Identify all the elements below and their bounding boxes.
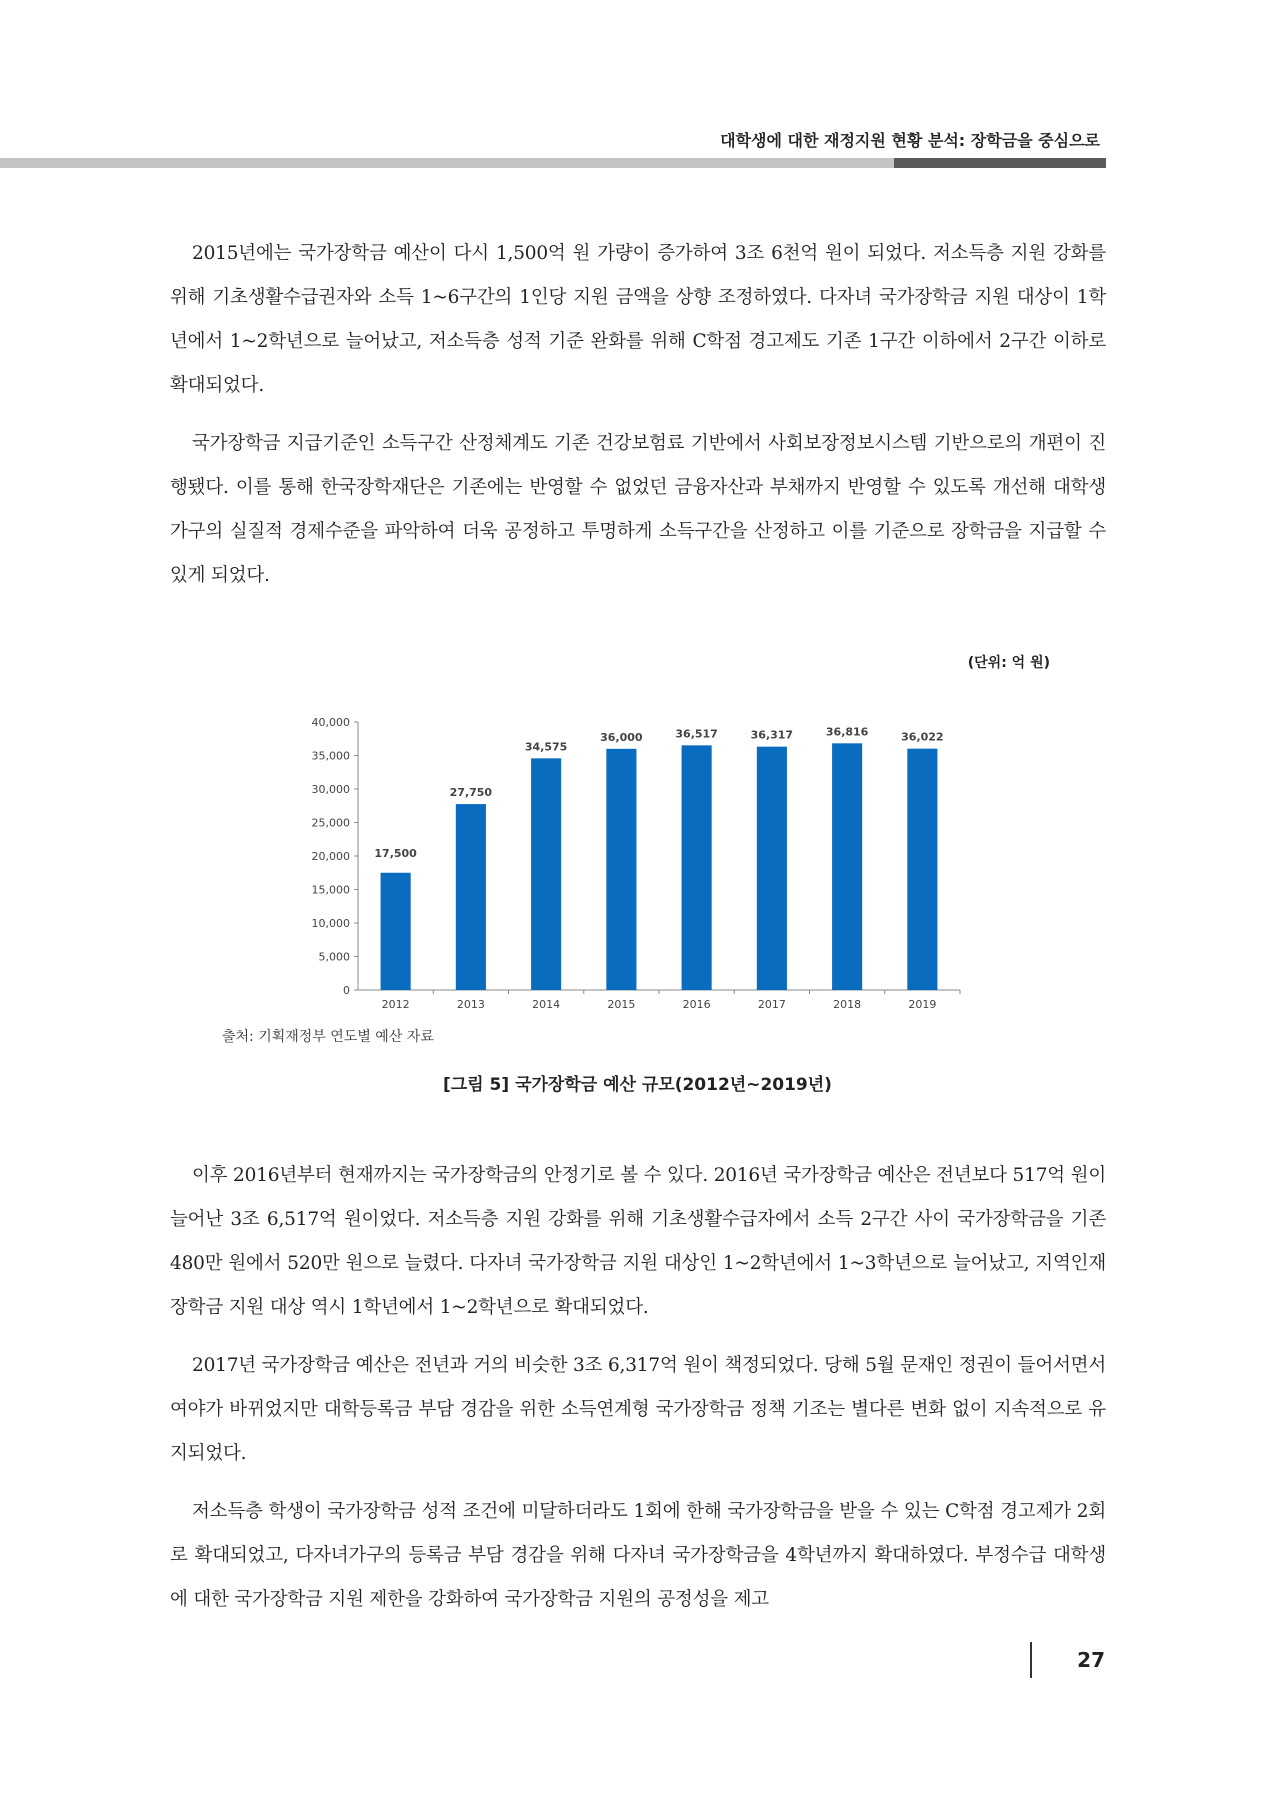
- data-label: 36,000: [600, 730, 643, 744]
- x-tick-label: 2012: [381, 998, 410, 1011]
- bar: [606, 749, 636, 990]
- bar: [832, 743, 862, 990]
- x-tick-label: 2017: [757, 998, 786, 1011]
- y-tick-label: 15,000: [311, 883, 350, 897]
- unit-label: (단위: 억 원): [967, 655, 1050, 671]
- data-label: 36,517: [675, 727, 718, 741]
- header-rule-accent: [894, 158, 1106, 168]
- x-tick-label: 2013: [456, 998, 485, 1011]
- y-tick-label: 35,000: [311, 749, 350, 763]
- x-tick-label: 2018: [833, 998, 862, 1011]
- y-tick-label: 10,000: [311, 917, 350, 930]
- data-label: 36,022: [901, 730, 944, 744]
- y-tick-label: 30,000: [311, 783, 350, 796]
- data-label: 34,575: [524, 740, 568, 754]
- data-label: 17,500: [374, 846, 417, 860]
- header-rule: [0, 158, 1106, 168]
- bar: [381, 873, 411, 990]
- y-tick-label: 5,000: [318, 950, 350, 964]
- paragraph: 이후 2016년부터 현재까지는 국가장학금의 안정기로 볼 수 있다. 2016년 국가장학금 예산은 전년보다 517억 원이 늘어난 3조 6,517억 원이었다. 저소득층 지원 강화를 위해 기초생활수급자에서 소득 2구간 사이 국가장학금을 기존 480만 원에서 520만 원으로 늘렸다. 다자녀 국가장학금 지원 대상인 1~2학년에서 1~3학년으로 늘어났고, 지역인재장학금 지원 대상 역시 1학년에서 1~2학년으로 확대되었다.: [170, 1165, 1106, 1318]
- x-tick-label: 2016: [682, 998, 711, 1011]
- y-tick-label: 20,000: [311, 850, 350, 863]
- x-tick-label: 2019: [908, 998, 937, 1011]
- bar: [757, 747, 787, 990]
- figure-caption: [그림 5] 국가장학금 예산 규모(2012년~2019년): [443, 1075, 832, 1095]
- page-number-rule: [1030, 1642, 1032, 1678]
- running-header: 대학생에 대한 재정지원 현황 분석: 장학금을 중심으로: [720, 131, 1100, 150]
- body-text-bottom: [170, 1154, 1106, 1622]
- paragraph: 2015년에는 국가장학금 예산이 다시 1,500억 원 가량이 증가하여 3조 6천억 원이 되었다. 저소득층 지원 강화를 위해 기초생활수급권자와 소득 1~6구간의 1인당 지원 금액을 상향 조정하였다. 다자녀 국가장학금 지원 대상이 1학년에서 1~2학년으로 늘어났고, 저소득층 성적 기준 완화를 위해 C학점 경고제도 기존 1구간 이하에서 2구간 이하로 확대되었다.: [170, 243, 1106, 396]
- bar: [531, 758, 561, 990]
- data-label: 27,750: [449, 786, 493, 800]
- body-text-top: [170, 232, 1106, 598]
- bar: [682, 745, 712, 990]
- data-label: 36,816: [825, 725, 869, 739]
- paragraph: 국가장학금 지급기준인 소득구간 산정체계도 기존 건강보험료 기반에서 사회보장정보시스템 기반으로의 개편이 진행됐다. 이를 통해 한국장학재단은 기존에는 반영할 수 없었던 금융자산과 부채까지 반영할 수 있도록 개선해 대학생 가구의 실질적 경제수준을 파악하여 더욱 공정하고 투명하게 소득구간을 산정하고 이를 기준으로 장학금을 지급할 수 있게 되었다.: [170, 433, 1106, 586]
- y-tick-label: 40,000: [311, 716, 350, 729]
- y-tick-label: 25,000: [311, 816, 350, 830]
- budget-bar-chart: [280, 710, 970, 1020]
- source-note: 출처: 기획재정부 연도별 예산 자료: [222, 1029, 434, 1045]
- paragraph: 저소득층 학생이 국가장학금 성적 조건에 미달하더라도 1회에 한해 국가장학금을 받을 수 있는 C학점 경고제가 2회로 확대되었고, 다자녀가구의 등록금 부담 경감을 위해 다자녀 국가장학금을 4학년까지 확대하였다. 부정수급 대학생에 대한 국가장학금 지원 제한을 강화하여 국가장학금 지원의 공정성을 제고: [170, 1501, 1106, 1610]
- data-label: 36,317: [750, 728, 794, 742]
- y-tick-label: 0: [343, 984, 350, 997]
- bar: [456, 804, 486, 990]
- page-number: 27: [1077, 1648, 1105, 1672]
- paragraph: 2017년 국가장학금 예산은 전년과 거의 비슷한 3조 6,317억 원이 책정되었다. 당해 5월 문재인 정권이 들어서면서 여야가 바뀌었지만 대학등록금 부담 경감을 위한 소득연계형 국가장학금 정책 기조는 별다른 변화 없이 지속적으로 유지되었다.: [170, 1355, 1106, 1464]
- bar: [907, 749, 937, 990]
- x-tick-label: 2015: [607, 998, 636, 1011]
- x-tick-label: 2014: [532, 998, 561, 1011]
